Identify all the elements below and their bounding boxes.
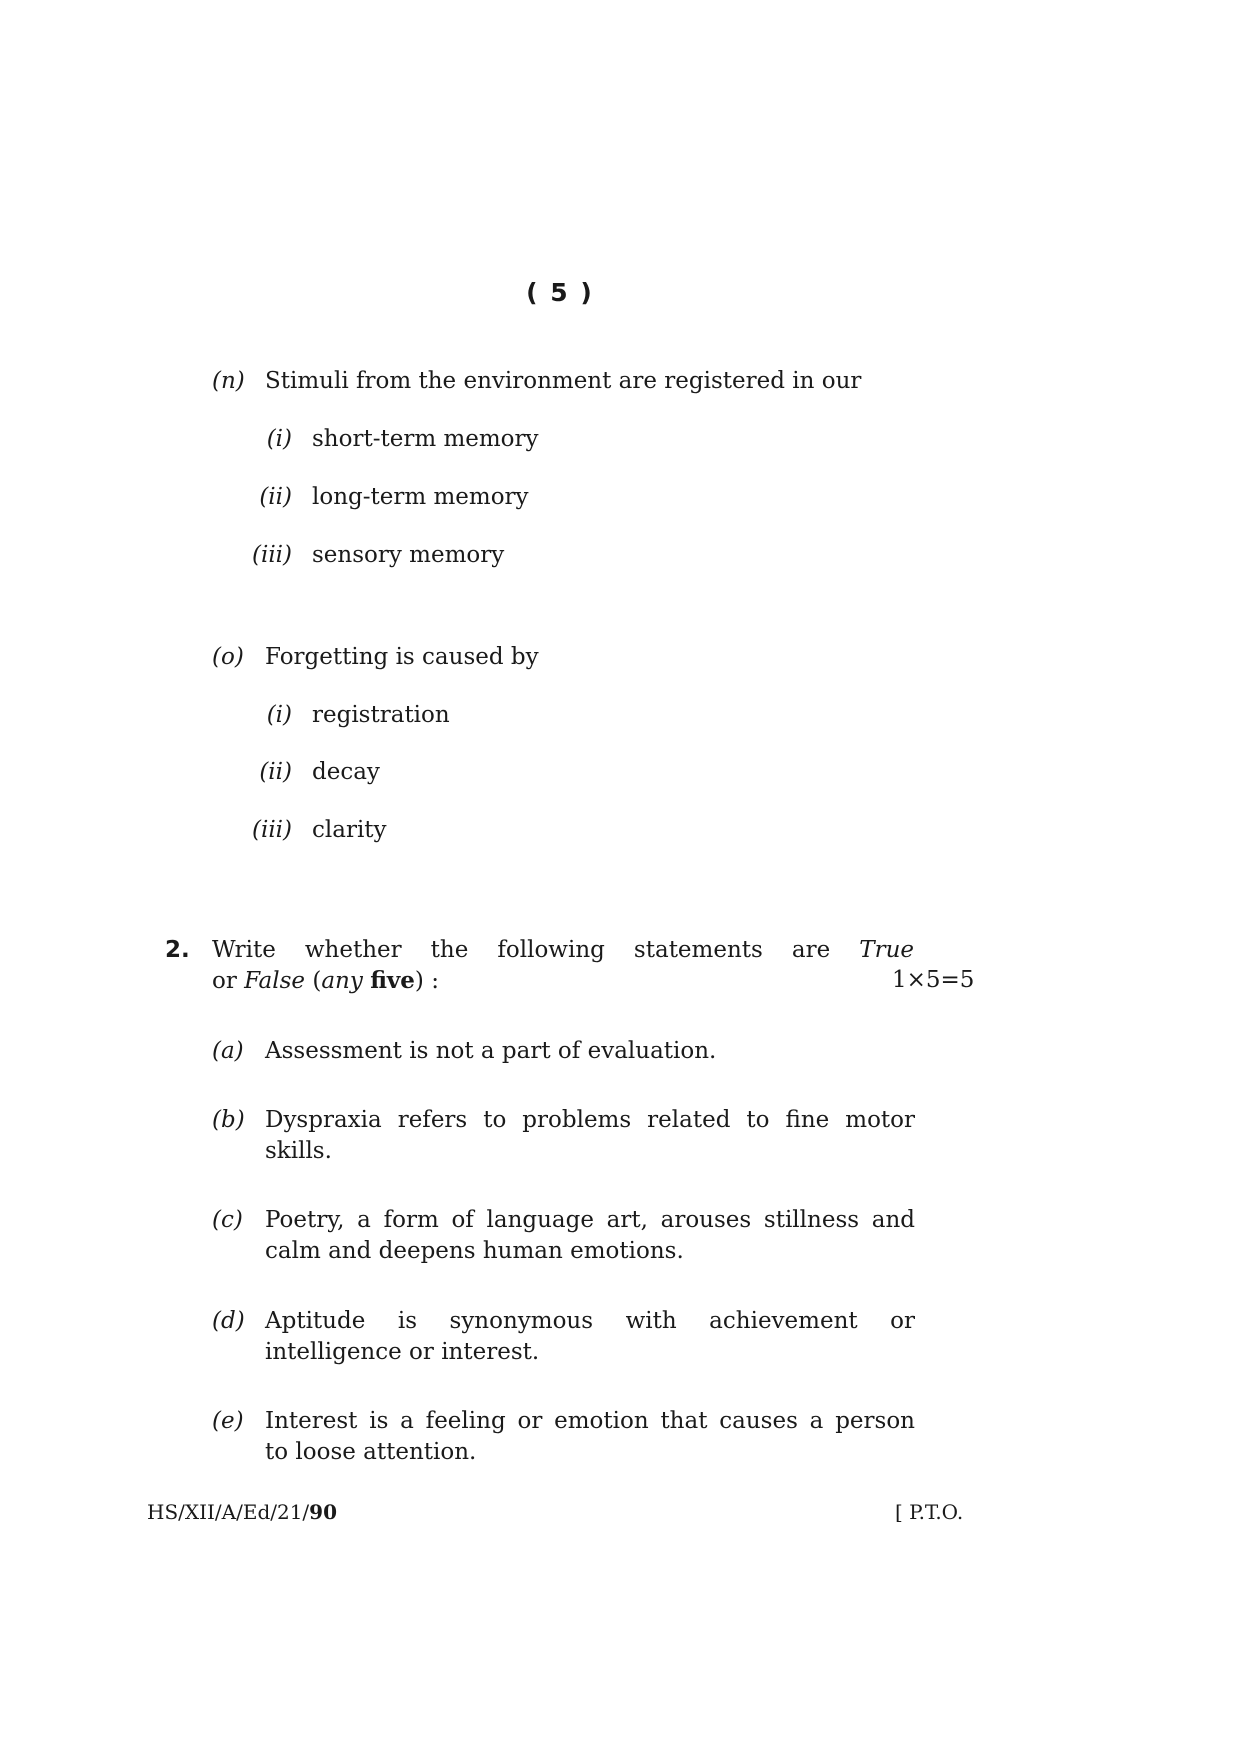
statement-c-line1: Poetry, a form of language art, arouses stillness and bbox=[265, 1207, 915, 1233]
statement-a-label: (a) bbox=[212, 1038, 244, 1064]
option-o-ii-num: (ii) bbox=[259, 759, 292, 785]
paren-close: ) : bbox=[414, 968, 439, 994]
statement-c-label: (c) bbox=[212, 1207, 243, 1233]
option-o-i-num: (i) bbox=[266, 702, 292, 728]
paper-code-prefix: HS/XII/A/Ed/21/ bbox=[147, 1500, 310, 1524]
option-o-iii-text: clarity bbox=[312, 817, 387, 843]
or-word: or bbox=[212, 968, 237, 994]
question-2-line1: Write whether the following statements are bbox=[212, 937, 831, 963]
option-o-iii-num: (iii) bbox=[251, 817, 292, 843]
statement-e-line1: Interest is a feeling or emotion that causes a person bbox=[265, 1408, 915, 1434]
statement-d-line2: intelligence or interest. bbox=[265, 1339, 540, 1365]
option-n-ii-num: (ii) bbox=[259, 484, 292, 510]
statement-b-line1: Dyspraxia refers to problems related to fine motor bbox=[265, 1107, 915, 1133]
paper-code bbox=[147, 1500, 337, 1524]
statement-e-line2: to loose attention. bbox=[265, 1439, 477, 1465]
option-n-iii-text: sensory memory bbox=[312, 542, 505, 568]
statement-b-label: (b) bbox=[212, 1107, 245, 1133]
statement-d-line1: Aptitude is synonymous with achievement or bbox=[265, 1308, 915, 1334]
option-n-i-text: short-term memory bbox=[312, 426, 539, 452]
question-o-stem: Forgetting is caused by bbox=[265, 644, 539, 670]
question-o-label: (o) bbox=[212, 644, 244, 670]
question-2-instruction bbox=[212, 935, 914, 966]
pto-marker: [ P.T.O. bbox=[895, 1500, 964, 1524]
page-number: ( 5 ) bbox=[526, 278, 594, 307]
option-o-ii-text: decay bbox=[312, 759, 380, 785]
true-word: True bbox=[859, 937, 914, 963]
statement-e-label: (e) bbox=[212, 1408, 244, 1434]
any-word: any bbox=[321, 968, 363, 994]
option-n-ii-text: long-term memory bbox=[312, 484, 529, 510]
paper-code-number: 90 bbox=[309, 1500, 338, 1524]
question-2-number: 2. bbox=[165, 937, 190, 963]
statement-c-line2: calm and deepens human emotions. bbox=[265, 1238, 684, 1264]
statement-d-label: (d) bbox=[212, 1308, 245, 1334]
paren-open: ( bbox=[312, 968, 322, 994]
five-word: five bbox=[370, 967, 415, 994]
option-n-i-num: (i) bbox=[266, 426, 292, 452]
option-o-i-text: registration bbox=[312, 702, 450, 728]
false-word: False bbox=[244, 968, 306, 994]
statement-a-text: Assessment is not a part of evaluation. bbox=[265, 1038, 717, 1064]
marks: 1×5=5 bbox=[892, 967, 975, 993]
option-n-iii-num: (iii) bbox=[251, 542, 292, 568]
question-n-label: (n) bbox=[212, 368, 245, 394]
question-2-line2 bbox=[212, 965, 439, 997]
question-n-stem: Stimuli from the environment are registered in our bbox=[265, 368, 862, 394]
statement-b-line2: skills. bbox=[265, 1138, 332, 1164]
